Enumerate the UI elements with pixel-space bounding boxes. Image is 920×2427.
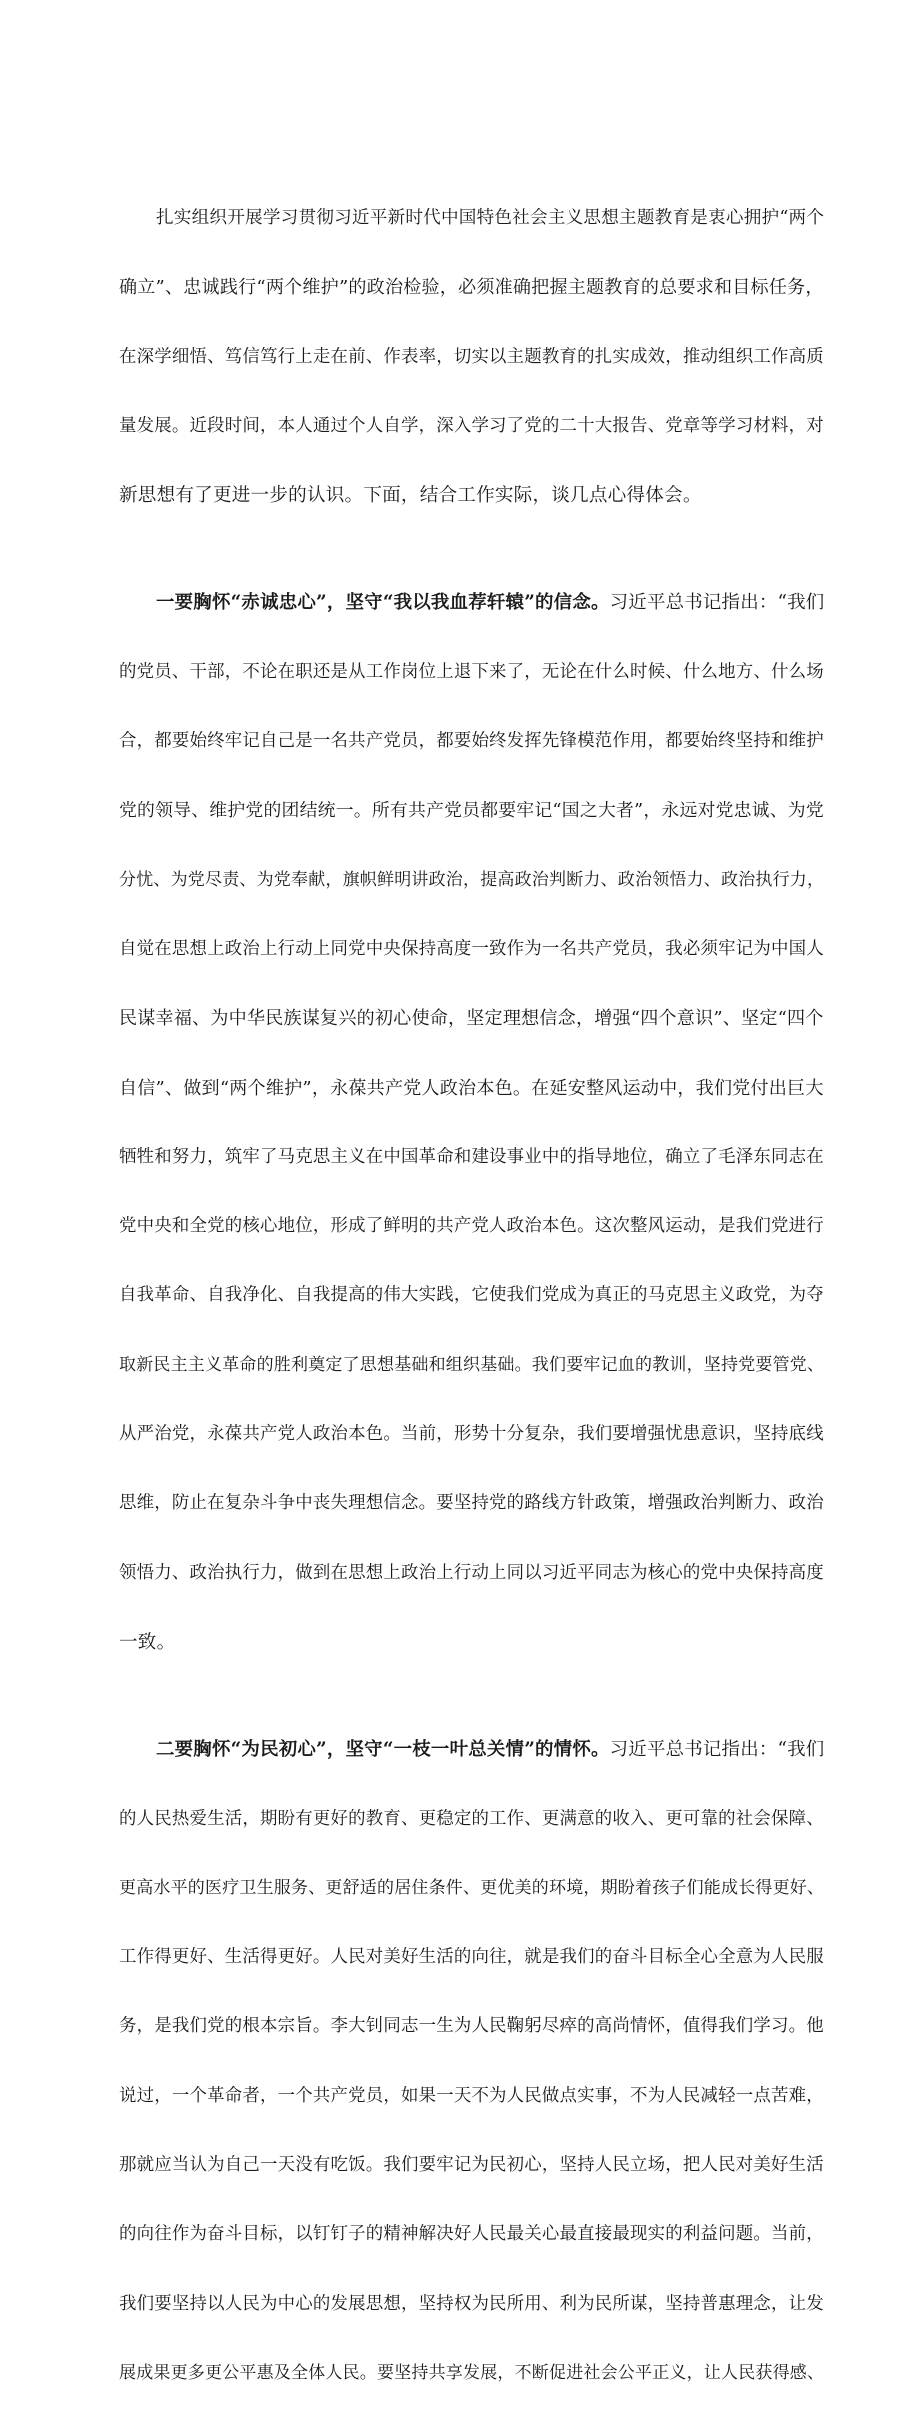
text-line bbox=[119, 934, 824, 965]
line-text: 的人民热爱生活，期盼有更好的教育、更稳定的工作、更满意的收入、更可靠的社会保障、 bbox=[119, 1808, 824, 1829]
text-line bbox=[119, 1558, 824, 1589]
line-text: 我们要坚持以人民为中心的发展思想，坚持权为民所用、利为民所谋，坚持普惠理念，让发 bbox=[119, 2293, 824, 2314]
text-line bbox=[119, 1350, 824, 1381]
line-text: 新思想有了更进一步的认识。下面，结合工作实际，谈几点心得体会。 bbox=[119, 485, 702, 507]
line-text: 的向往作为奋斗目标，以钉钉子的精神解决好人民最关心最直接最现实的利益问题。当前， bbox=[119, 2224, 824, 2245]
line-text: 在深学细悟、笃信笃行上走在前、作表率，切实以主题教育的扎实成效，推动组织工作高质 bbox=[119, 346, 824, 367]
text-line bbox=[119, 726, 824, 757]
line-text: 从严治党，永葆共产党人政治本色。当前，形势十分复杂，我们要增强忧患意识，坚持底线 bbox=[119, 1424, 824, 1445]
text-line bbox=[119, 587, 824, 618]
line-text: 领悟力、政治执行力，做到在思想上政治上行动上同以习近平同志为核心的党中央保持高度 bbox=[119, 1562, 824, 1583]
text-line bbox=[119, 1003, 824, 1034]
line-text: 自我革命、自我净化、自我提高的伟大实践，它使我们党成为真正的马克思主义政党，为夺 bbox=[119, 1285, 824, 1306]
line-text: 习近平总书记指出：“我们 bbox=[609, 592, 825, 614]
text-line bbox=[119, 657, 824, 688]
line-text: 量发展。近段时间，本人通过个人自学，深入学习了党的二十大报告、党章等学习材料，对 bbox=[119, 415, 824, 436]
section-two-paragraph bbox=[119, 1696, 824, 2427]
text-line bbox=[119, 1419, 824, 1450]
line-text: 党的领导、维护党的团结统一。所有共产党员都要牢记“国之大者”，永远对党忠诚、为党 bbox=[119, 800, 824, 822]
line-text: 取新民主主义革命的胜利奠定了思想基础和组织基础。我们要牢记血的教训，坚持党要管党、 bbox=[119, 1354, 825, 1375]
line-text: 牺牲和努力，筑牢了马克思主义在中国革命和建设事业中的指导地位，确立了毛泽东同志在 bbox=[119, 1146, 824, 1167]
text-line bbox=[119, 1804, 824, 1835]
document-page bbox=[119, 165, 824, 2427]
text-line bbox=[119, 1942, 824, 1973]
text-line bbox=[119, 411, 824, 442]
line-text: 展成果更多更公平惠及全体人民。要坚持共享发展，不断促进社会公平正义，让人民获得感、 bbox=[119, 2362, 825, 2383]
text-line bbox=[119, 480, 824, 511]
line-text: 工作得更好、生活得更好。人民对美好生活的向往，就是我们的奋斗目标全心全意为人民服 bbox=[119, 1947, 824, 1968]
text-line bbox=[119, 1627, 824, 1658]
text-line bbox=[119, 865, 824, 896]
text-line bbox=[119, 2219, 824, 2250]
text-line bbox=[119, 1873, 824, 1904]
line-text: 一致。 bbox=[119, 1631, 176, 1653]
line-text: 思维，防止在复杂斗争中丧失理想信念。要坚持党的路线方针政策，增强政治判断力、政治 bbox=[119, 1493, 824, 1514]
line-text: 合，都要始终牢记自己是一名共产党员，都要始终发挥先锋模范作用，都要始终坚持和维护 bbox=[119, 731, 824, 752]
text-line bbox=[119, 1211, 824, 1242]
line-text: 习近平总书记指出：“我们 bbox=[609, 1739, 825, 1761]
text-line bbox=[119, 1280, 824, 1311]
line-text: 说过，一个革命者，一个共产党员，如果一天不为人民做点实事，不为人民减轻一点苦难， bbox=[119, 2085, 824, 2106]
line-text: 党中央和全党的核心地位，形成了鲜明的共产党人政治本色。这次整风运动，是我们党进行 bbox=[119, 1216, 824, 1237]
text-line bbox=[119, 2011, 824, 2042]
text-line bbox=[119, 1142, 824, 1173]
line-text: 的党员、干部，不论在职还是从工作岗位上退下来了，无论在什么时候、什么地方、什么场 bbox=[119, 661, 824, 682]
line-text: 自觉在思想上政治上行动上同党中央保持高度一致作为一名共产党员，我必须牢记为中国人 bbox=[119, 938, 824, 959]
line-text: 分忧、为党尽责、为党奉献，旗帜鲜明讲政治，提高政治判断力、政治领悟力、政治执行力， bbox=[119, 869, 825, 890]
text-line bbox=[119, 795, 824, 826]
line-text: 自信”、做到“两个维护”，永葆共产党人政治本色。在延安整风运动中，我们党付出巨大 bbox=[119, 1077, 824, 1099]
text-line bbox=[119, 342, 824, 373]
text-line bbox=[119, 2358, 824, 2389]
section-one-paragraph bbox=[119, 549, 824, 1696]
line-text: 务，是我们党的根本宗旨。李大钊同志一生为人民鞠躬尽瘁的高尚情怀，值得我们学习。他 bbox=[119, 2016, 824, 2037]
line-text: 那就应当认为自己一天没有吃饭。我们要牢记为民初心，坚持人民立场，把人民对美好生活 bbox=[119, 2155, 824, 2176]
text-line bbox=[119, 1488, 824, 1519]
text-line bbox=[119, 1073, 824, 1104]
text-line bbox=[119, 203, 824, 234]
line-text: 扎实组织开展学习贯彻习近平新时代中国特色社会主义思想主题教育是衷心拥护“两个 bbox=[156, 208, 825, 228]
text-line bbox=[119, 1734, 824, 1765]
line-text: 民谋幸福、为中华民族谋复兴的初心使命，坚定理想信念，增强“四个意识”、坚定“四个 bbox=[119, 1008, 824, 1030]
section-heading: 一要胸怀“赤诚忠心”，坚守“我以我血荐轩辕”的信念。 bbox=[156, 592, 610, 614]
text-line bbox=[119, 2289, 824, 2320]
text-line bbox=[119, 2150, 824, 2181]
line-text: 更高水平的医疗卫生服务、更舒适的居住条件、更优美的环境，期盼着孩子们能成长得更好、 bbox=[119, 1877, 825, 1898]
section-heading: 二要胸怀“为民初心”，坚守“一枝一叶总关情”的情怀。 bbox=[156, 1739, 610, 1761]
intro-paragraph bbox=[119, 165, 824, 549]
text-line bbox=[119, 272, 824, 303]
text-line bbox=[119, 2081, 824, 2112]
line-text: 确立”、忠诚践行“两个维护”的政治检验，必须准确把握主题教育的总要求和目标任务， bbox=[119, 277, 824, 299]
